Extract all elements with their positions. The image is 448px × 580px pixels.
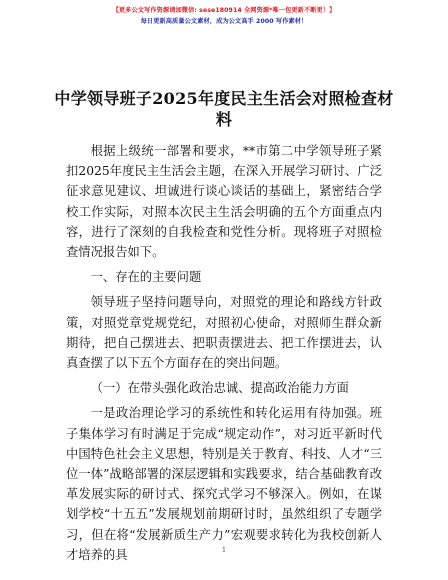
theory-study-paragraph: 一是政治理论学习的系统性和转化运用有待加强。班子集体学习有时满足于完成“规定动作”，对习近平新时代中国特色社会主义思想，特别是关于教育、科技、人才“三位一体”战略部署的深层逻辑和实践要求，结合基础教育改革发展实际的研讨式、探究式学习不够深入。例如，在谋划学校“十五五”发展规划前期研讨时，虽然组织了专题学习，但在将“发展新质生产力”宏观要求转化为我校创新人才培养的具: [66, 406, 382, 562]
promo-line-2: 每日更新高质量公文素材，成为公文高手 2000 写作素材！: [140, 18, 308, 25]
section-heading-problems: 一、存在的主要问题: [90, 270, 202, 285]
intro-paragraph: 根据上级统一部署和要求，**市第二中学领导班子紧扣2025年度民主生活会主题，在深入开展学习研讨、广泛征求意见建议、坦诚进行谈心谈话的基础上，紧密结合学校工作实际，对照本次民主生活会明确的五个方面重点内容，进行了深刻的自我检查和党性分析。现将班子对照检查情况报告如下。: [66, 144, 382, 260]
subsection-heading-political-loyalty: （一）在带头强化政治忠诚、提高政治能力方面: [90, 381, 349, 396]
problems-overview-paragraph: 领导班子坚持问题导向，对照党的理论和路线方针政策，对照党章党规党纪，对照初心使命，对照师生群众新期待，把自己摆进去、把职责摆进去、把工作摆进去，认真查摆了以下五个方面存在的突出问题。: [66, 295, 382, 371]
document-body: [66, 141, 382, 565]
document-title: 中学领导班子2025年度民主生活会对照检查材料: [54, 89, 394, 129]
page-number: 1: [221, 546, 227, 554]
promo-line-1: 【更多公文写作资源请加微信: sese180914 全网资源*唯一包更新不断更！】: [112, 7, 336, 14]
